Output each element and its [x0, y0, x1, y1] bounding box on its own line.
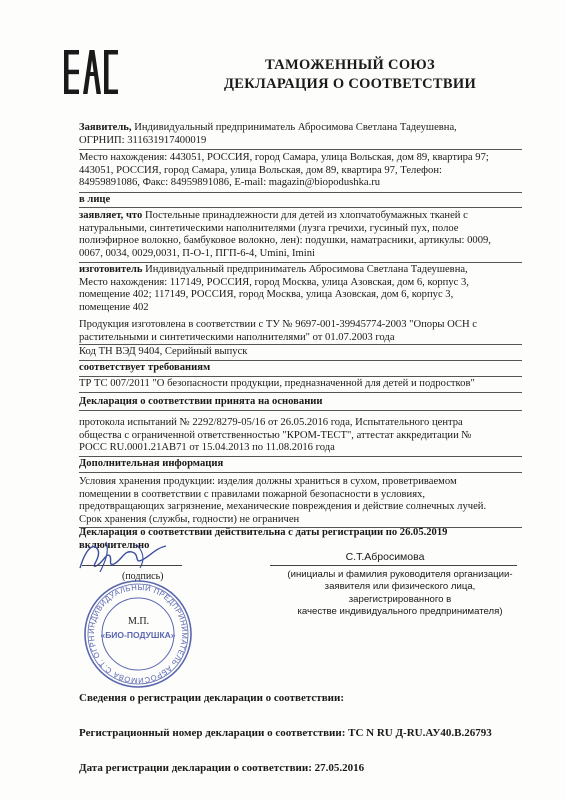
complies-value: ТР ТС 007/2011 "О безопасности продукции, предназначенной для детей и подростков" [79, 378, 475, 389]
manufacturer-line: Индивидуальный предприниматель Абросимова Светлана Тадеушевна, [142, 264, 468, 275]
desc-line: заявителя или физического лица, зарегистрированного в [324, 581, 476, 605]
additional-line: Срок хранения (службы, годности) не ограничен [79, 513, 300, 525]
applicant-label: Заявитель, [79, 122, 132, 133]
signature-caption: (подпись) [122, 571, 164, 582]
product-line: полиэфирное волокно, бамбуковое волокно, лен): подушки, наматрасники, артикулы: 0009, [79, 235, 491, 247]
stamp-place-label: М.П. [128, 616, 150, 627]
additional-line: Условия хранения продукции: изделия должны храниться в сухом, проветриваемом [79, 476, 457, 487]
additional-line: предотвращающих загрязнение, механические повреждения и действие солнечных лучей. [79, 501, 487, 513]
divider [79, 376, 522, 377]
basis-line: РОСС RU.0001.21АВ71 от 15.04.2013 по 11.08.2016 года [79, 442, 335, 454]
title-union: ТАМОЖЕННЫЙ СОЮЗ [265, 57, 435, 73]
manufacturer-line: помещение 402; 117149, РОССИЯ, город Москва, улица Азовская, дом 6, корпус 3, [79, 289, 454, 301]
in-person-label: в лице [79, 194, 111, 205]
applicant-name: Индивидуальный предприниматель Абросимова Светлана Тадеушевна, [131, 122, 457, 133]
address-line: Место нахождения: 443051, РОССИЯ, город Самара, улица Вольская, дом 89, квартира 97; [79, 152, 489, 163]
production-line: растительными и синтетическими наполнителями" от 01.07.2003 года [79, 331, 395, 343]
organization-seal [82, 578, 194, 690]
seal-center-text: «БИО-ПОДУШКА» [100, 630, 176, 640]
registration-info-label: Сведения о регистрации декларации о соответствии: [79, 692, 344, 704]
additional-line: помещении в соответствии с правилами пожарной безопасности в условиях, [79, 488, 426, 500]
applicant-ogrnip: ОГРНИП: 311631917400019 [79, 134, 207, 146]
divider [79, 456, 522, 457]
eac-logo [64, 50, 118, 94]
production-line: Продукция изготовлена в соответствии с ТУ № 9697-001-39945774-2003 "Опоры ОСН с [79, 319, 477, 330]
validity-line: включительно [79, 539, 150, 551]
name-line [270, 565, 517, 566]
divider [79, 410, 522, 411]
additional-label: Дополнительная информация [79, 458, 224, 469]
basis-label: Декларация о соответствии принята на основании [79, 396, 323, 407]
address-line: 443051, РОССИЯ, город Самара, улица Вольская, дом 89, квартира 97, Телефон: [79, 164, 442, 176]
divider [79, 344, 522, 345]
validity-line: Декларация о соответствии действительна с даты регистрации по 26.05.2019 [79, 527, 448, 538]
applicant-address [79, 152, 519, 190]
divider [79, 262, 522, 263]
divider [79, 392, 522, 393]
product-line: Постельные принадлежности для детей из хлопчатобумажных тканей с [142, 210, 468, 221]
tnved-code: Код ТН ВЭД 9404, Серийный выпуск [79, 346, 248, 357]
divider [79, 472, 522, 473]
basis-line: протокола испытаний № 2292/8279-05/16 от 26.05.2016 года, Испытательного центра [79, 417, 463, 428]
signature-line [82, 565, 182, 566]
desc-line: качестве индивидуального предпринимателя) [297, 606, 503, 618]
manufacturer-line: помещение 402 [79, 301, 149, 313]
declares-label: заявляет, что [79, 210, 143, 221]
basis-line: общества с ограниченной ответственностью "КРОМ-ТЕСТ", аттестат аккредитации № [79, 429, 472, 441]
applicant-section [79, 122, 519, 147]
manufacturer-section [79, 264, 519, 314]
signatory-description [280, 569, 520, 619]
divider [79, 360, 522, 361]
divider [79, 149, 522, 150]
product-line: 0067, 0034, 0029,0031, П-О-1, ПГП-6-4, Umini, Imini [79, 247, 315, 259]
signatory-name: С.Т.Абросимова [345, 551, 425, 563]
document-title [190, 56, 510, 94]
desc-line: (инициалы и фамилия руководителя организации- [287, 569, 513, 580]
manufacturer-label: изготовитель [79, 264, 143, 275]
registration-number: Регистрационный номер декларации о соответствии: ТС N RU Д-RU.АУ40.В.26793 [79, 727, 492, 739]
title-declaration: ДЕКЛАРАЦИЯ О СООТВЕТСТВИИ [223, 76, 477, 92]
seal-ring-text: ИНДИВИДУАЛЬНЫЙ ПРЕДПРИНИМАТЕЛЬ АБРОСИМОВА С.Т. ОГРН [86, 582, 190, 686]
basis-section [79, 417, 519, 455]
complies-label: соответствует требованиям [79, 362, 211, 373]
manufacturer-line: Место нахождения: 117149, РОССИЯ, город Москва, улица Азовская, дом 6, корпус 3, [79, 276, 469, 288]
address-line: 84959891086, Факс: 84959891086, E-mail: magazin@biopodushka.ru [79, 177, 381, 189]
divider [79, 192, 522, 193]
divider [79, 207, 522, 208]
declares-section [79, 210, 519, 260]
production-basis [79, 319, 519, 344]
product-line: натуральными, синтетическими наполнителями (лузга гречихи, гусиный пух, полое [79, 222, 459, 234]
registration-date: Дата регистрации декларации о соответствии: 27.05.2016 [79, 762, 365, 774]
